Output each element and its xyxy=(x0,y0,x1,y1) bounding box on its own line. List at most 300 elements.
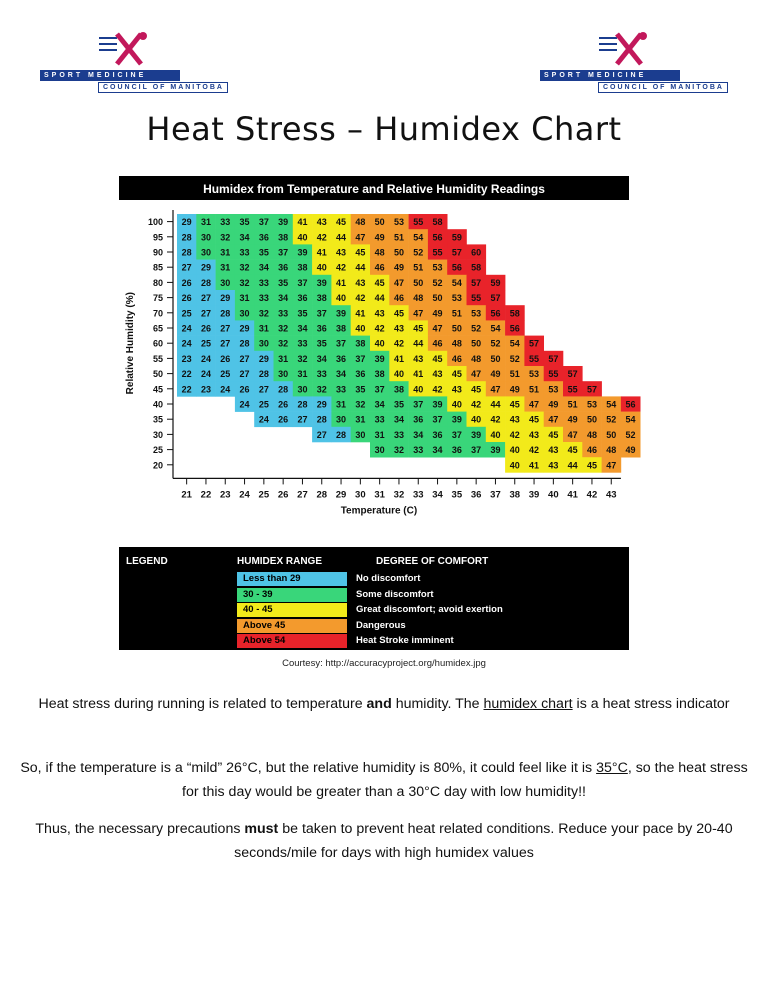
cell-value: 44 xyxy=(413,338,424,349)
cell-value: 43 xyxy=(529,429,540,440)
cell-value: 30 xyxy=(200,232,211,243)
p1-text-c: humidity. The xyxy=(391,696,484,712)
cell-value: 37 xyxy=(374,384,385,395)
cell-value: 39 xyxy=(278,217,289,228)
cell-value: 52 xyxy=(606,414,617,425)
cell-value: 29 xyxy=(181,217,192,228)
cell-value: 40 xyxy=(297,232,308,243)
cell-value: 48 xyxy=(355,217,366,228)
cell-value: 34 xyxy=(239,232,250,243)
cell-value: 44 xyxy=(355,262,366,273)
cell-value: 32 xyxy=(316,384,327,395)
cell-value: 50 xyxy=(374,217,385,228)
cell-value: 33 xyxy=(258,277,269,288)
cell-value: 38 xyxy=(297,262,308,273)
legend-row xyxy=(119,571,629,586)
cell-value: 57 xyxy=(471,277,482,288)
cell-value: 31 xyxy=(336,399,347,410)
cell-value: 38 xyxy=(278,232,289,243)
legend-comfort: No discomfort xyxy=(356,573,421,584)
x-tick-label: 22 xyxy=(200,489,212,501)
cell-value: 27 xyxy=(316,429,327,440)
cell-value: 31 xyxy=(258,323,269,334)
cell-value: 49 xyxy=(393,262,404,273)
cell-value: 36 xyxy=(355,369,366,380)
cell-value: 50 xyxy=(393,247,404,258)
cell-value: 51 xyxy=(567,399,578,410)
cell-value: 26 xyxy=(278,399,289,410)
cell-value: 41 xyxy=(316,247,327,258)
cell-value: 56 xyxy=(451,262,462,273)
cell-value: 54 xyxy=(451,277,462,288)
x-tick-label: 32 xyxy=(393,489,405,501)
cell-value: 28 xyxy=(278,384,289,395)
cell-value: 44 xyxy=(490,399,501,410)
cell-value: 37 xyxy=(413,399,424,410)
cell-value: 48 xyxy=(451,338,462,349)
cell-value: 22 xyxy=(181,384,192,395)
x-tick-label: 37 xyxy=(490,489,501,501)
cell-value: 53 xyxy=(529,369,540,380)
cell-value: 36 xyxy=(432,429,443,440)
cell-value: 57 xyxy=(529,338,540,349)
paragraph-1 xyxy=(20,692,748,716)
x-tick-label: 34 xyxy=(432,489,443,501)
cell-value: 27 xyxy=(258,384,269,395)
x-tick-label: 25 xyxy=(258,489,270,501)
cell-value: 45 xyxy=(548,429,559,440)
cell-value: 54 xyxy=(490,323,501,334)
y-tick-label: 95 xyxy=(152,232,163,243)
legend-swatch: Above 54 xyxy=(237,634,347,648)
cell-value: 33 xyxy=(393,429,404,440)
cell-value: 24 xyxy=(258,414,269,425)
cell-value: 29 xyxy=(258,353,269,364)
cell-value: 58 xyxy=(509,308,520,319)
cell-value: 45 xyxy=(374,277,385,288)
cell-value: 53 xyxy=(432,262,443,273)
y-tick-label: 85 xyxy=(152,262,163,273)
cell-value: 58 xyxy=(432,217,443,228)
cell-value: 26 xyxy=(200,323,211,334)
cell-value: 45 xyxy=(432,353,443,364)
y-tick-label: 100 xyxy=(147,217,163,228)
x-tick-label: 29 xyxy=(335,489,347,501)
cell-value: 27 xyxy=(181,262,192,273)
cell-value: 45 xyxy=(529,414,540,425)
cell-value: 56 xyxy=(432,232,443,243)
x-tick-label: 31 xyxy=(374,489,385,501)
p3-text-a: Thus, the necessary precautions xyxy=(35,821,245,837)
cell-value: 46 xyxy=(586,445,597,456)
x-tick-label: 28 xyxy=(316,489,328,501)
cell-value: 24 xyxy=(181,323,192,334)
cell-value: 43 xyxy=(355,277,366,288)
y-tick-label: 70 xyxy=(152,308,163,319)
cell-value: 47 xyxy=(606,460,617,471)
cell-value: 31 xyxy=(200,217,211,228)
sport-medicine-mark-icon xyxy=(95,30,155,68)
cell-value: 32 xyxy=(297,353,308,364)
cell-value: 44 xyxy=(567,460,578,471)
p3-text-c: be taken to prevent heat related conditions. Reduce your pace by 20-40 seconds/mile for days with high humidex values xyxy=(234,821,733,861)
logo-line2: COUNCIL OF MANITOBA xyxy=(598,82,728,93)
cell-value: 32 xyxy=(278,338,289,349)
cell-value: 38 xyxy=(316,293,327,304)
y-axis-label: Relative Humidity (%) xyxy=(125,292,136,395)
cell-value: 37 xyxy=(432,414,443,425)
cell-value: 47 xyxy=(355,232,366,243)
cell-value: 48 xyxy=(606,445,617,456)
cell-value: 53 xyxy=(451,293,462,304)
y-tick-label: 20 xyxy=(152,460,163,471)
cell-value: 30 xyxy=(258,338,269,349)
legend-row xyxy=(119,618,629,633)
cell-value: 31 xyxy=(239,293,250,304)
cell-value: 24 xyxy=(200,369,211,380)
cell-value: 34 xyxy=(258,262,269,273)
cell-value: 45 xyxy=(355,247,366,258)
cell-value: 27 xyxy=(239,353,250,364)
cell-value: 39 xyxy=(432,399,443,410)
humidex-chart xyxy=(119,176,636,536)
cell-value: 33 xyxy=(220,217,231,228)
cell-value: 32 xyxy=(258,308,269,319)
cell-value: 30 xyxy=(297,384,308,395)
paragraph-3 xyxy=(20,817,748,865)
cell-value: 25 xyxy=(258,399,269,410)
x-tick-label: 21 xyxy=(181,489,192,501)
cell-value: 46 xyxy=(374,262,385,273)
cell-value: 42 xyxy=(374,323,385,334)
sport-medicine-logo-left xyxy=(40,30,230,100)
cell-value: 32 xyxy=(355,399,366,410)
sport-medicine-logo-right xyxy=(540,30,730,100)
paragraph-2 xyxy=(20,756,748,804)
cell-value: 45 xyxy=(393,308,404,319)
cell-value: 34 xyxy=(316,353,327,364)
cell-value: 46 xyxy=(393,293,404,304)
cell-value: 47 xyxy=(393,277,404,288)
cell-value: 42 xyxy=(490,414,501,425)
cell-value: 36 xyxy=(297,293,308,304)
x-tick-label: 30 xyxy=(355,489,366,501)
cell-value: 41 xyxy=(336,277,347,288)
cell-value: 27 xyxy=(220,323,231,334)
logo-line1: SPORT MEDICINE xyxy=(40,70,180,81)
cell-value: 23 xyxy=(200,384,211,395)
cell-value: 41 xyxy=(355,308,366,319)
p3-bold: must xyxy=(244,821,279,837)
cell-value: 35 xyxy=(258,247,269,258)
cell-value: 41 xyxy=(413,369,424,380)
y-tick-label: 30 xyxy=(152,429,163,440)
cell-value: 29 xyxy=(316,399,327,410)
cell-value: 24 xyxy=(200,353,211,364)
cell-value: 36 xyxy=(258,232,269,243)
cell-value: 26 xyxy=(181,293,192,304)
cell-value: 49 xyxy=(490,369,501,380)
cell-value: 47 xyxy=(413,308,424,319)
cell-value: 33 xyxy=(413,445,424,456)
cell-value: 39 xyxy=(490,445,501,456)
cell-value: 53 xyxy=(471,308,482,319)
cell-value: 47 xyxy=(490,384,501,395)
cell-value: 43 xyxy=(548,445,559,456)
cell-value: 33 xyxy=(374,414,385,425)
cell-value: 50 xyxy=(451,323,462,334)
cell-value: 43 xyxy=(336,247,347,258)
cell-value: 38 xyxy=(374,369,385,380)
cell-value: 59 xyxy=(490,277,501,288)
cell-value: 33 xyxy=(297,338,308,349)
cell-value: 27 xyxy=(200,308,211,319)
legend-title: LEGEND xyxy=(126,556,168,567)
cell-value: 34 xyxy=(393,414,404,425)
cell-value: 47 xyxy=(567,429,578,440)
x-tick-label: 26 xyxy=(277,489,289,501)
cell-value: 36 xyxy=(336,353,347,364)
p2-text-b: , so the heat stress for this day would be greater than a 30°C day with low humidity!! xyxy=(182,760,748,800)
cell-value: 36 xyxy=(413,414,424,425)
cell-value: 55 xyxy=(413,217,424,228)
cell-value: 52 xyxy=(432,277,443,288)
cell-value: 35 xyxy=(278,277,289,288)
cell-value: 27 xyxy=(200,293,211,304)
cell-value: 34 xyxy=(374,399,385,410)
cell-value: 43 xyxy=(509,414,520,425)
cell-value: 46 xyxy=(451,353,462,364)
cell-value: 60 xyxy=(471,247,482,258)
cell-value: 39 xyxy=(451,414,462,425)
cell-value: 32 xyxy=(220,232,231,243)
cell-value: 58 xyxy=(471,262,482,273)
legend-comfort: Heat Stroke imminent xyxy=(356,635,454,646)
x-tick-label: 41 xyxy=(567,489,578,501)
cell-value: 32 xyxy=(393,445,404,456)
legend-row xyxy=(119,602,629,617)
x-tick-label: 23 xyxy=(219,489,231,501)
cell-value: 45 xyxy=(336,217,347,228)
cell-value: 50 xyxy=(586,414,597,425)
cell-value: 49 xyxy=(509,384,520,395)
cell-value: 38 xyxy=(355,338,366,349)
cell-value: 32 xyxy=(239,277,250,288)
cell-value: 59 xyxy=(451,232,462,243)
cell-value: 28 xyxy=(336,429,347,440)
cell-value: 26 xyxy=(278,414,289,425)
sport-medicine-mark-icon xyxy=(595,30,655,68)
y-tick-label: 60 xyxy=(152,338,163,349)
y-tick-label: 35 xyxy=(152,414,163,425)
cell-value: 38 xyxy=(393,384,404,395)
x-tick-label: 27 xyxy=(297,489,308,501)
p2-underlined: 35°C xyxy=(596,760,628,776)
legend-swatch: 40 - 45 xyxy=(237,603,347,617)
p1-bold: and xyxy=(366,696,392,712)
cell-value: 28 xyxy=(239,338,250,349)
y-tick-label: 55 xyxy=(152,353,163,364)
cell-value: 31 xyxy=(297,369,308,380)
cell-value: 37 xyxy=(471,445,482,456)
cell-value: 56 xyxy=(509,323,520,334)
cell-value: 39 xyxy=(297,247,308,258)
cell-value: 41 xyxy=(529,460,540,471)
cell-value: 51 xyxy=(529,384,540,395)
cell-value: 54 xyxy=(625,414,636,425)
cell-value: 49 xyxy=(374,232,385,243)
x-tick-label: 42 xyxy=(586,489,598,501)
cell-value: 36 xyxy=(316,323,327,334)
cell-value: 48 xyxy=(413,293,424,304)
cell-value: 27 xyxy=(220,338,231,349)
cell-value: 33 xyxy=(316,369,327,380)
y-tick-label: 80 xyxy=(152,277,163,288)
cell-value: 37 xyxy=(451,429,462,440)
cell-value: 43 xyxy=(393,323,404,334)
cell-value: 30 xyxy=(220,277,231,288)
cell-value: 29 xyxy=(239,323,250,334)
cell-value: 54 xyxy=(509,338,520,349)
cell-value: 41 xyxy=(393,353,404,364)
cell-value: 26 xyxy=(239,384,250,395)
cell-value: 37 xyxy=(355,353,366,364)
cell-value: 32 xyxy=(239,262,250,273)
x-tick-label: 24 xyxy=(239,489,250,501)
cell-value: 55 xyxy=(432,247,443,258)
cell-value: 39 xyxy=(336,308,347,319)
cell-value: 56 xyxy=(490,308,501,319)
cell-value: 48 xyxy=(374,247,385,258)
cell-value: 31 xyxy=(374,429,385,440)
x-tick-label: 36 xyxy=(470,489,482,501)
cell-value: 42 xyxy=(509,429,520,440)
cell-value: 40 xyxy=(374,338,385,349)
cell-value: 54 xyxy=(413,232,424,243)
legend-swatch: 30 - 39 xyxy=(237,588,347,602)
cell-value: 30 xyxy=(239,308,250,319)
humidex-chart-svg xyxy=(119,176,636,536)
cell-value: 43 xyxy=(374,308,385,319)
image-credit: Courtesy: http://accuracyproject.org/humidex.jpg xyxy=(282,658,486,669)
cell-value: 49 xyxy=(567,414,578,425)
cell-value: 42 xyxy=(336,262,347,273)
legend-comfort: Dangerous xyxy=(356,620,406,631)
cell-value: 47 xyxy=(529,399,540,410)
cell-value: 50 xyxy=(471,338,482,349)
cell-value: 31 xyxy=(220,247,231,258)
cell-value: 46 xyxy=(432,338,443,349)
cell-value: 28 xyxy=(316,414,327,425)
y-tick-label: 45 xyxy=(152,384,163,395)
cell-value: 43 xyxy=(451,384,462,395)
cell-value: 43 xyxy=(548,460,559,471)
cell-value: 40 xyxy=(509,460,520,471)
cell-value: 39 xyxy=(471,429,482,440)
cell-value: 34 xyxy=(413,429,424,440)
humidex-chart-link[interactable]: humidex chart xyxy=(483,696,573,712)
page-title: Heat Stress – Humidex Chart xyxy=(146,110,622,148)
cell-value: 55 xyxy=(567,384,578,395)
cell-value: 45 xyxy=(451,369,462,380)
cell-value: 38 xyxy=(336,323,347,334)
cell-value: 57 xyxy=(548,353,559,364)
cell-value: 42 xyxy=(316,232,327,243)
cell-value: 30 xyxy=(355,429,366,440)
p1-text-d: is a heat stress indicator xyxy=(572,696,730,712)
legend-row xyxy=(119,633,629,648)
cell-value: 24 xyxy=(239,399,250,410)
cell-value: 36 xyxy=(451,445,462,456)
cell-value: 32 xyxy=(278,323,289,334)
cell-value: 57 xyxy=(451,247,462,258)
cell-value: 33 xyxy=(278,308,289,319)
legend-swatch: Less than 29 xyxy=(237,572,347,586)
cell-value: 57 xyxy=(490,293,501,304)
cell-value: 35 xyxy=(393,399,404,410)
cell-value: 31 xyxy=(220,262,231,273)
cell-value: 45 xyxy=(413,323,424,334)
cell-value: 52 xyxy=(413,247,424,258)
cell-value: 27 xyxy=(239,369,250,380)
cell-value: 22 xyxy=(181,369,192,380)
y-tick-label: 25 xyxy=(152,445,163,456)
cell-value: 28 xyxy=(200,277,211,288)
cell-value: 29 xyxy=(200,262,211,273)
legend-row xyxy=(119,587,629,602)
x-tick-label: 40 xyxy=(548,489,559,501)
cell-value: 34 xyxy=(278,293,289,304)
cell-value: 52 xyxy=(471,323,482,334)
cell-value: 40 xyxy=(355,323,366,334)
cell-value: 45 xyxy=(567,445,578,456)
cell-value: 51 xyxy=(413,262,424,273)
cell-value: 35 xyxy=(316,338,327,349)
legend-swatch: Above 45 xyxy=(237,619,347,633)
x-tick-label: 33 xyxy=(412,489,424,501)
cell-value: 47 xyxy=(432,323,443,334)
logo-line1: SPORT MEDICINE xyxy=(540,70,680,81)
cell-value: 42 xyxy=(471,399,482,410)
cell-value: 40 xyxy=(471,414,482,425)
cell-value: 28 xyxy=(181,232,192,243)
cell-value: 51 xyxy=(509,369,520,380)
cell-value: 30 xyxy=(200,247,211,258)
cell-value: 57 xyxy=(586,384,597,395)
cell-value: 45 xyxy=(471,384,482,395)
cell-value: 25 xyxy=(181,308,192,319)
legend-comfort-header: DEGREE OF COMFORT xyxy=(376,556,489,567)
cell-value: 40 xyxy=(509,445,520,456)
cell-value: 40 xyxy=(316,262,327,273)
cell-value: 26 xyxy=(220,353,231,364)
cell-value: 44 xyxy=(374,293,385,304)
cell-value: 30 xyxy=(336,414,347,425)
cell-value: 43 xyxy=(432,369,443,380)
cell-value: 52 xyxy=(490,338,501,349)
cell-value: 48 xyxy=(586,429,597,440)
cell-value: 28 xyxy=(181,247,192,258)
cell-value: 40 xyxy=(413,384,424,395)
cell-value: 40 xyxy=(451,399,462,410)
cell-value: 29 xyxy=(220,293,231,304)
cell-value: 34 xyxy=(432,445,443,456)
cell-value: 42 xyxy=(355,293,366,304)
p2-text-a: So, if the temperature is a “mild” 26°C, but the relative humidity is 80%, it could feel like it is xyxy=(20,760,597,776)
cell-value: 57 xyxy=(567,369,578,380)
cell-value: 37 xyxy=(336,338,347,349)
y-tick-label: 75 xyxy=(152,293,163,304)
